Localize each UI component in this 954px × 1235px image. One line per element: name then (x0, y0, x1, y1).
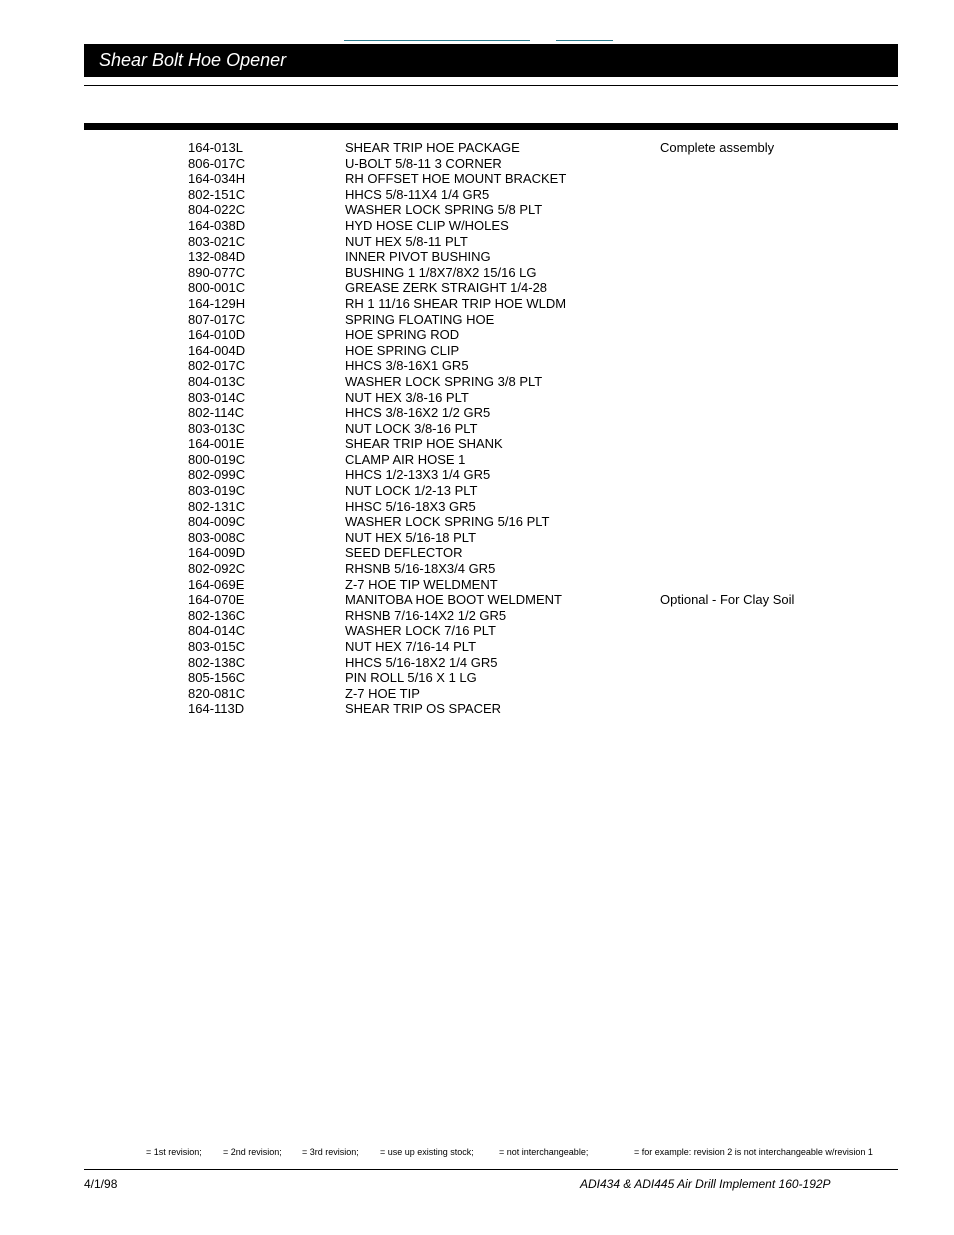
part-description: HHCS 3/8-16X1 GR5 (345, 358, 469, 374)
table-row (0, 265, 954, 281)
part-number: 164-069E (188, 576, 245, 592)
table-row (0, 171, 954, 187)
part-description: HOE SPRING ROD (345, 327, 460, 343)
part-description: WASHER LOCK SPRING 5/8 PLT (345, 202, 543, 218)
part-description: WASHER LOCK 7/16 PLT (345, 623, 496, 639)
table-row (0, 390, 954, 406)
part-number: 803-021C (188, 233, 246, 249)
part-description: NUT HEX 7/16-14 PLT (345, 639, 477, 654)
part-number: 804-013C (188, 373, 246, 389)
part-number: 805-156C (188, 670, 246, 686)
parts-list (0, 140, 954, 717)
table-row (0, 514, 954, 530)
table-row (0, 452, 954, 468)
part-description: NUT LOCK 1/2-13 PLT (345, 483, 478, 499)
part-number: 803-015C (188, 639, 246, 654)
part-description: SHEAR TRIP HOE SHANK (345, 436, 503, 452)
legend-rev3: = 3rd revision; (302, 1147, 359, 1157)
page-title: Shear Bolt Hoe Opener (84, 44, 898, 77)
part-number: 164-010D (188, 327, 246, 343)
part-description: HHSC 5/16-18X3 GR5 (345, 498, 476, 514)
part-number: 164-001E (188, 436, 245, 452)
part-number: 164-113D (188, 701, 245, 717)
footer-date: 4/1/98 (84, 1177, 118, 1191)
part-description: HHCS 5/8-11X4 1/4 GR5 (345, 186, 490, 202)
part-number: 804-022C (188, 202, 246, 218)
table-row (0, 187, 954, 203)
legend-not-interchangeable: = not interchangeable; (499, 1147, 589, 1157)
part-description: WASHER LOCK SPRING 3/8 PLT (345, 373, 543, 389)
part-description: RH OFFSET HOE MOUNT BRACKET (345, 171, 567, 187)
legend-rev2: = 2nd revision; (223, 1147, 282, 1157)
table-top-rule (84, 123, 898, 130)
part-description: HOE SPRING CLIP (345, 342, 460, 358)
table-row (0, 577, 954, 593)
part-description: NUT HEX 5/16-18 PLT (345, 529, 477, 545)
legend-example: = for example: revision 2 is not interchangeable w/revision 1 (634, 1147, 873, 1157)
part-number: 803-014C (188, 389, 246, 405)
part-number: 164-070E (188, 592, 245, 608)
part-description: GREASE ZERK STRAIGHT 1/4-28 (345, 280, 548, 296)
table-row (0, 421, 954, 437)
legend-use-up: = use up existing stock; (380, 1147, 474, 1157)
part-number: 164-009D (188, 545, 246, 561)
part-note: Complete assembly (660, 140, 775, 155)
part-description: INNER PIVOT BUSHING (345, 249, 491, 265)
part-description: NUT HEX 5/8-11 PLT (345, 233, 468, 249)
part-number: 802-138C (188, 654, 246, 670)
part-number: 802-114C (188, 405, 245, 421)
part-number: 820-081C (188, 685, 246, 701)
part-number: 802-017C (188, 358, 246, 374)
table-row (0, 499, 954, 515)
table-row (0, 545, 954, 561)
part-number: 800-001C (188, 280, 246, 296)
table-row (0, 686, 954, 702)
part-description: SPRING FLOATING HOE (345, 311, 495, 327)
footer-divider (84, 1169, 898, 1170)
part-description: MANITOBA HOE BOOT WELDMENT (345, 592, 562, 608)
part-description: U-BOLT 5/8-11 3 CORNER (345, 155, 502, 171)
table-row (0, 623, 954, 639)
part-number: 802-092C (188, 561, 246, 577)
part-number: 802-151C (188, 186, 246, 202)
table-row (0, 202, 954, 218)
part-number: 164-013L (188, 140, 243, 155)
table-row (0, 343, 954, 359)
part-description: RH 1 11/16 SHEAR TRIP HOE WLDM (345, 295, 567, 311)
table-row (0, 218, 954, 234)
part-description: HHCS 3/8-16X2 1/2 GR5 (345, 405, 491, 421)
part-number: 802-099C (188, 467, 246, 483)
part-number: 804-014C (188, 623, 246, 639)
header-link-rule-left (344, 40, 530, 41)
table-row (0, 561, 954, 577)
table-row (0, 296, 954, 312)
table-row (0, 530, 954, 546)
part-number: 807-017C (188, 311, 246, 327)
part-description: SHEAR TRIP OS SPACER (345, 701, 502, 717)
part-number: 803-019C (188, 483, 246, 499)
part-description: CLAMP AIR HOSE 1 (345, 451, 466, 467)
part-description: BUSHING 1 1/8X7/8X2 15/16 LG (345, 264, 537, 280)
part-number: 802-131C (188, 498, 246, 514)
part-number: 802-136C (188, 607, 246, 623)
part-description: SHEAR TRIP HOE PACKAGE (345, 140, 520, 155)
part-description: SEED DEFLECTOR (345, 545, 463, 561)
table-row (0, 639, 954, 655)
table-row (0, 280, 954, 296)
table-row (0, 327, 954, 343)
part-number: 890-077C (188, 264, 246, 280)
part-description: HHCS 5/16-18X2 1/4 GR5 (345, 654, 498, 670)
table-row (0, 701, 954, 717)
footer-document-title: ADI434 & ADI445 Air Drill Implement 160-192P (580, 1177, 831, 1191)
part-number: 164-034H (188, 171, 246, 187)
table-row (0, 436, 954, 452)
part-number: 804-009C (188, 514, 246, 530)
table-row (0, 483, 954, 499)
part-number: 164-004D (188, 342, 246, 358)
part-number: 803-008C (188, 529, 246, 545)
part-description: RHSNB 5/16-18X3/4 GR5 (345, 561, 496, 577)
table-row (0, 358, 954, 374)
table-row (0, 592, 954, 608)
part-description: WASHER LOCK SPRING 5/16 PLT (345, 514, 550, 530)
part-number: 800-019C (188, 451, 246, 467)
part-description: NUT LOCK 3/8-16 PLT (345, 420, 478, 436)
table-row (0, 670, 954, 686)
table-row (0, 312, 954, 328)
header-divider (84, 85, 898, 86)
part-number: 164-129H (188, 295, 246, 311)
part-description: Z-7 HOE TIP WELDMENT (345, 576, 498, 592)
table-row (0, 405, 954, 421)
part-description: HHCS 1/2-13X3 1/4 GR5 (345, 467, 491, 483)
table-row (0, 249, 954, 265)
legend-rev1: = 1st revision; (146, 1147, 202, 1157)
table-row (0, 156, 954, 172)
part-number: 164-038D (188, 217, 246, 233)
table-row (0, 374, 954, 390)
part-description: RHSNB 7/16-14X2 1/2 GR5 (345, 607, 507, 623)
table-row (0, 234, 954, 250)
table-row (0, 608, 954, 624)
part-description: HYD HOSE CLIP W/HOLES (345, 217, 509, 233)
part-description: Z-7 HOE TIP (345, 685, 420, 701)
part-note: Optional - For Clay Soil (660, 592, 795, 608)
part-description: PIN ROLL 5/16 X 1 LG (345, 670, 477, 686)
table-row (0, 467, 954, 483)
part-description: NUT HEX 3/8-16 PLT (345, 389, 469, 405)
part-number: 803-013C (188, 420, 246, 436)
header-link-rule-right (556, 40, 613, 41)
part-number: 132-084D (188, 249, 246, 265)
table-row (0, 140, 954, 156)
table-row (0, 655, 954, 671)
part-number: 806-017C (188, 155, 246, 171)
